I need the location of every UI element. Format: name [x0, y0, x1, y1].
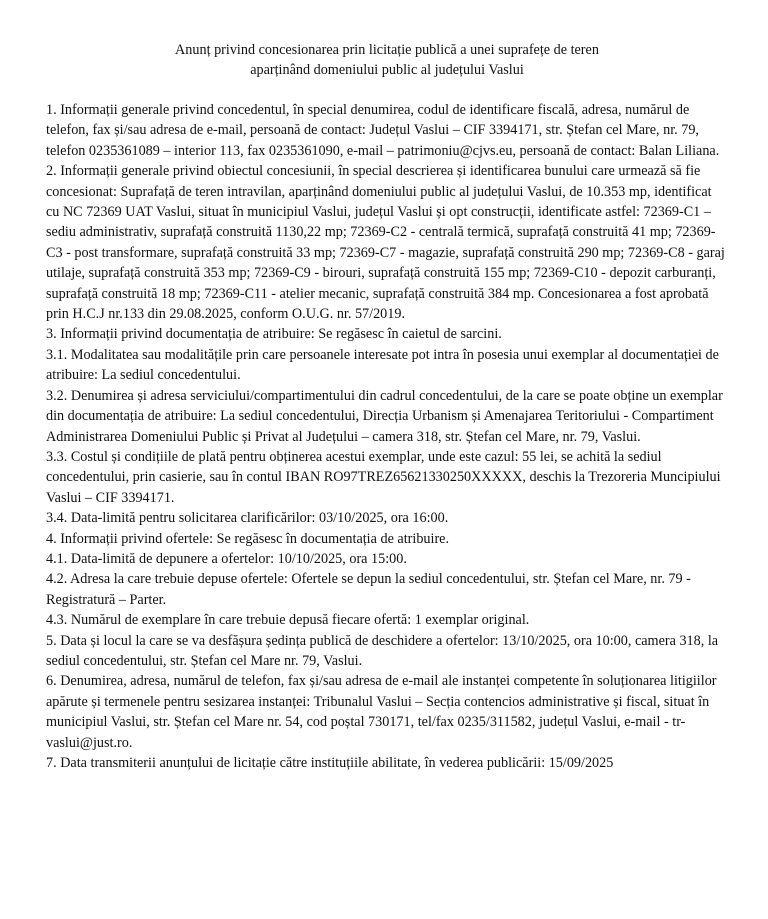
paragraph-3-3: 3.3. Costul și condițiile de plată pentru obținerea acestui exemplar, unde este cazul: 55 lei, se achită la sediul concedentului, prin casierie, sau în contul IBAN RO97TREZ65621330250XXXXX, deschis la Trezoreria Muncipiului Vaslui – CIF 3394171.	[46, 448, 721, 506]
paragraph-4-2: 4.2. Adresa la care trebuie depuse ofertele: Ofertele se depun la sediul concedentului, str. Ștefan cel Mare, nr. 79 - Registratură – Parter.	[46, 571, 691, 608]
paragraph-3-4: 3.4. Data-limită pentru solicitarea clarificărilor: 03/10/2025, ora 16:00.	[46, 510, 449, 527]
paragraph-opening-session: 5. Data și locul la care se va desfășura ședința publică de deschidere a ofertelor: 13/10/2025, ora 10:00, camera 318, la sediul concedentului, str. Ștefan cel Mare nr. 79, Vaslui.	[46, 632, 719, 669]
paragraph-competent-court: 6. Denumirea, adresa, numărul de telefon, fax și/sau adresa de e-mail ale instanței competente în soluționarea litigiilor apărute și termenele pentru sesizarea instanței: Tribunalul Vaslui – Secția contencios administrative și fiscal, situat în municipiul Vaslui, str. Ștefan cel Mare nr. 54, cod poștal 730171, tel/fax 0235/311582, județul Vaslui, e-mail - tr-vaslui@just.ro.	[46, 673, 717, 751]
document-title	[46, 40, 728, 80]
paragraph-offers-info: 4. Informații privind ofertele: Se regăsesc în documentația de atribuire.	[46, 530, 450, 547]
paragraph-3-2: 3.2. Denumirea și adresa serviciului/compartimentului din cadrul concedentului, de la care se poate obține un exemplar din documentația de atribuire: La sediul concedentului, Direcția Urbanism și Amenajarea Teritoriului - Compartiment Administrarea Domeniului Public și Privat al Județului – camera 318, str. Ștefan cel Mare, nr. 79, Vaslui.	[46, 387, 723, 445]
paragraph-transmission-date: 7. Data transmiterii anunțului de licitație către instituțiile abilitate, în vederea publicării: 15/09/2025	[46, 755, 614, 771]
document-title-line-1: Anunț privind concesionarea prin licitație publică a unei suprafețe de teren	[175, 42, 599, 58]
document-body	[46, 100, 728, 773]
document-title-line-2: aparținând domeniului public al județului Vaslui	[250, 62, 524, 78]
paragraph-concession-object: 2. Informații generale privind obiectul concesiunii, în special descrierea și identificarea bunului care urmează să fie concesionat: Suprafață de teren intravilan, aparținând domeniului public al județului Vaslui, de 10.353 mp, identificat cu NC 72369 UAT Vaslui, situat în municipiul Vaslui, județul Vaslui și opt construcții, identificate astfel: 72369-C1 – sediu administrativ, suprafață construită 1130,22 mp; 72369-C2 - centrală termică, suprafață construită 41 mp; 72369-C3 - post transformare, suprafață construită 33 mp; 72369-C7 - magazie, suprafață construită 290 mp; 72369-C8 - garaj utilaje, suprafață construită 353 mp; 72369-C9 - birouri, suprafață construită 155 mp; 72369-C10 - depozit carburanți, suprafață construită 18 mp; 72369-C11 - atelier mecanic, suprafață construită 384 mp. Concesionarea a fost aprobată prin H.C.J nr.133 din 29.08.2025, conform O.U.G. nr. 57/2019.	[46, 163, 725, 323]
paragraph-4-1: 4.1. Data-limită de depunere a ofertelor: 10/10/2025, ora 15:00.	[46, 550, 407, 567]
paragraph-3-1: 3.1. Modalitatea sau modalitățile prin care persoanele interesate pot intra în posesia unui exemplar al documentației de atribuire: La sediul concedentului.	[46, 346, 719, 384]
paragraph-award-documentation: 3. Informații privind documentația de atribuire: Se regăsesc în caietul de sarcini.	[46, 326, 502, 343]
paragraph-4-3: 4.3. Numărul de exemplare în care trebuie depusă fiecare ofertă: 1 exemplar original.	[46, 612, 530, 629]
paragraph-concedent-info: 1. Informații generale privind concedentul, în special denumirea, codul de identificare fiscală, adresa, numărul de telefon, fax și/sau adresa de e-mail, persoană de contact: Județul Vaslui – CIF 3394171, str. Ștefan cel Mare, nr. 79, telefon 0235361089 – interior 113, fax 0235361090, e-mail – patrimoniu@cjvs.eu, persoană de contact: Balan Liliana.	[46, 102, 720, 159]
